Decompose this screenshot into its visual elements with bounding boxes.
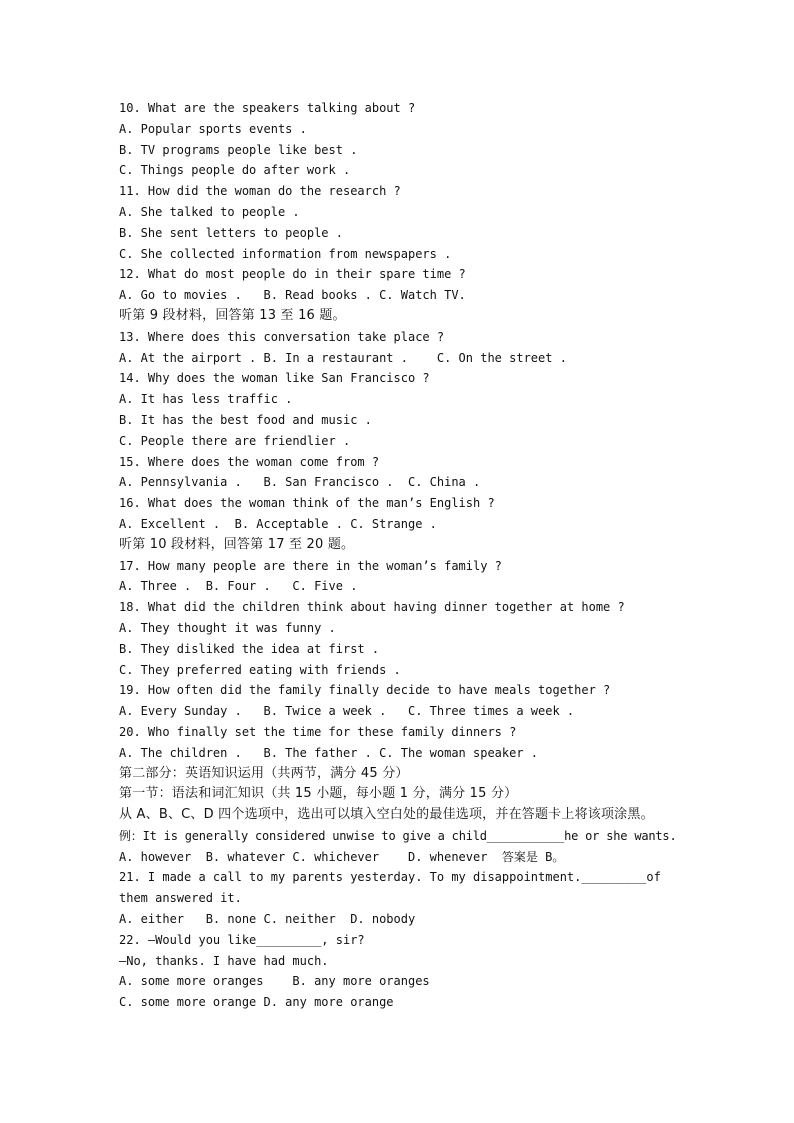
question-21: 21. I made a call to my parents yesterday. To my disappointment._________of [119, 870, 661, 885]
option-10-c: C. Things people do after work . [119, 163, 351, 178]
question-12: 12. What do most people do in their spare time ? [119, 267, 466, 282]
question-22-reply: —No, thanks. I have had much. [119, 953, 329, 968]
options-13: A. At the airport . B. In a restaurant . C. On the street . [119, 350, 567, 365]
question-18: 18. What did the children think about having dinner together at home ? [119, 600, 625, 615]
options-12: A. Go to movies . B. Read books . C. Watch TV. [119, 288, 466, 303]
option-10-a: A. Popular sports events . [119, 121, 307, 136]
options-17: A. Three . B. Four . C. Five . [119, 579, 358, 594]
option-10-b: B. TV programs people like best . [119, 142, 358, 157]
instructions: 从 A、B、C、D 四个选项中，选出可以填入空白处的最佳选项，并在答题卡上将该项涂黑。 [119, 807, 654, 823]
option-14-c: C. People there are friendlier . [119, 433, 351, 448]
option-11-c: C. She collected information from newspapers . [119, 246, 452, 261]
question-17: 17. How many people are there in the woman’s family ? [119, 558, 502, 573]
option-18-b: B. They disliked the idea at first . [119, 641, 380, 656]
options-20: A. The children . B. The father . C. The woman speaker . [119, 745, 539, 760]
option-11-b: B. She sent letters to people . [119, 225, 343, 240]
options-15: A. Pennsylvania . B. San Francisco . C. China . [119, 475, 481, 490]
question-11: 11. How did the woman do the research ? [119, 184, 401, 199]
exam-content [119, 98, 689, 1013]
question-15: 15. Where does the woman come from ? [119, 454, 380, 469]
example-options: A. however B. whatever C. whichever D. whenever 答案是 B。 [119, 849, 565, 864]
option-18-a: A. They thought it was funny . [119, 620, 336, 635]
question-22: 22. —Would you like_________, sir? [119, 932, 365, 947]
section-instruction-9: 听第 9 段材料，回答第 13 至 16 题。 [119, 307, 346, 323]
question-19: 19. How often did the family finally decide to have meals together ? [119, 683, 611, 698]
question-13: 13. Where does this conversation take place ? [119, 329, 445, 344]
options-22-ab: A. some more oranges B. any more oranges [119, 974, 430, 989]
option-14-b: B. It has the best food and music . [119, 412, 372, 427]
options-16: A. Excellent . B. Acceptable . C. Strange . [119, 516, 437, 531]
part-two-heading: 第二部分：英语知识运用（共两节，满分 45 分） [119, 765, 409, 781]
example-question: 例：It is generally considered unwise to give a child___________he or she wants. [119, 828, 677, 843]
question-20: 20. Who finally set the time for these family dinners ? [119, 724, 517, 739]
options-22-cd: C. some more orange D. any more orange [119, 995, 394, 1010]
question-21-cont: them answered it. [119, 891, 242, 906]
option-18-c: C. They preferred eating with friends . [119, 662, 401, 677]
question-16: 16. What does the woman think of the man’s English ? [119, 496, 495, 511]
options-19: A. Every Sunday . B. Twice a week . C. Three times a week . [119, 704, 575, 719]
option-11-a: A. She talked to people . [119, 204, 300, 219]
option-14-a: A. It has less traffic . [119, 392, 293, 407]
question-14: 14. Why does the woman like San Francisco ? [119, 371, 430, 386]
options-21: A. either B. none C. neither D. nobody [119, 912, 416, 927]
section-instruction-10: 听第 10 段材料，回答第 17 至 20 题。 [119, 536, 355, 552]
section-one-heading: 第一节：语法和词汇知识（共 15 小题，每小题 1 分，满分 15 分） [119, 786, 518, 802]
question-10: 10. What are the speakers talking about ? [119, 101, 416, 115]
